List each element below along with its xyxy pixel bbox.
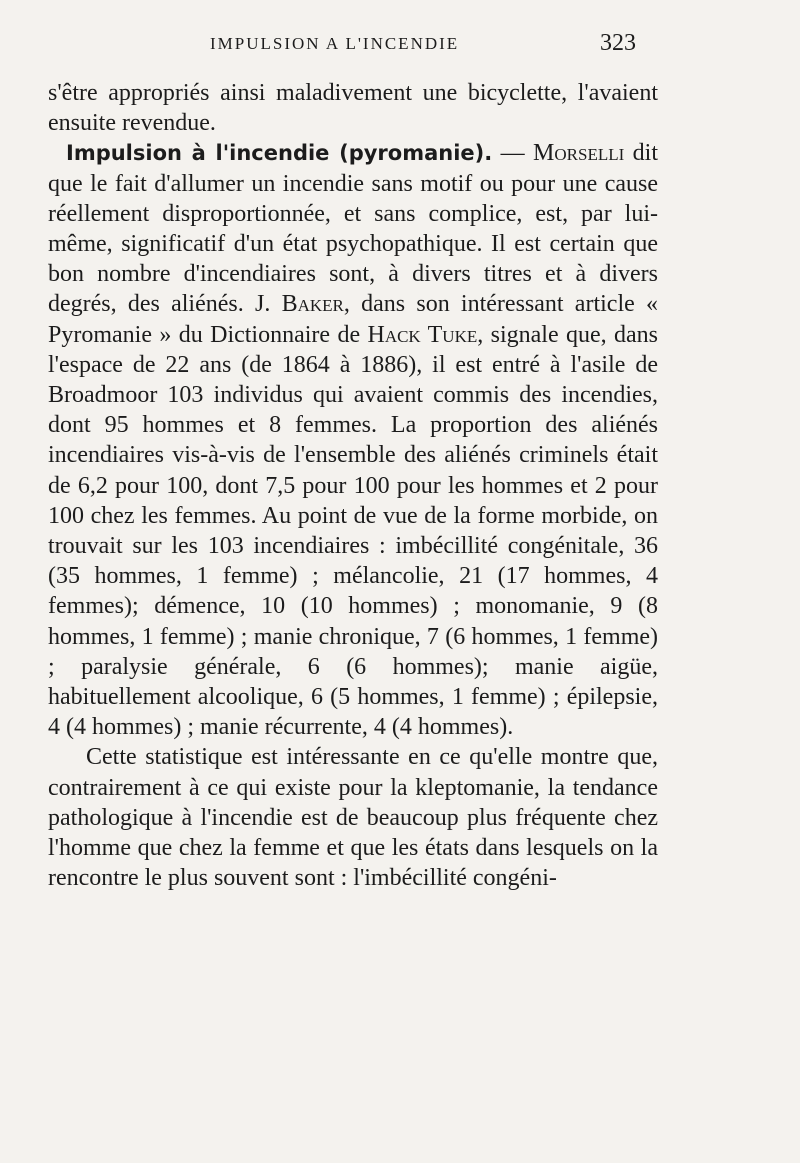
body-text <box>48 78 658 893</box>
paragraph-text: , dans son intéressant article « Pyromanie » du Dictionnaire de <box>48 291 658 348</box>
running-head: IMPULSION A L'INCENDIE <box>210 34 460 53</box>
heading-dash: — <box>492 140 534 167</box>
paragraph-statistique: Cette statistique est intéressante en ce qu'elle montre que, contrairement à ce qui existe pour la kleptomanie, la tendance pathologique à l'incendie est de beaucoup plus fréquente chez l'homme que chez la femme et que les états dans lesquels on la rencontre le plus souvent sont : l'imbécillité congéni- <box>48 744 658 892</box>
page-number: 323 <box>600 30 636 56</box>
section-heading: Impulsion à l'incendie (pyromanie). <box>66 141 493 166</box>
paragraph-text: dit que le fait d'allumer un incendie sans motif ou pour une cause réellement disproportionnée, et sans complice, est, par lui-même, significatif d'un état psychopathique. Il est certain que bon nombre d'incendiaires sont, à divers titres et à divers degrés, des aliénés. J. <box>48 140 658 318</box>
author-name: Morselli <box>533 140 625 167</box>
author-name: Hack Tuke <box>367 321 478 348</box>
paragraph-pyromanie <box>48 138 658 742</box>
author-name: Baker <box>281 291 344 318</box>
paragraph-text: , signale que, dans l'espace de 22 ans (de 1864 à 1886), il est entré à l'asile de Broadmoor 103 individus qui avaient commis des incendies, dont 95 hommes et 8 femmes. La proportion des aliénés incendiaires vis-à-vis de l'ensemble des aliénés criminels était de 6,2 pour 100, dont 7,5 pour 100 pour les hommes et 2 pour 100 chez les femmes. Au point de vue de la forme morbide, on trouvait sur les 103 incendiaires : imbécillité congénitale, 36 (35 hommes, 1 femme) ; mélancolie, 21 (17 hommes, 4 femmes); démence, 10 (10 hommes) ; monomanie, 9 (8 hommes, 1 femme) ; manie chronique, 7 (6 hommes, 1 femme) ; paralysie générale, 6 (6 hommes); manie aigüe, habituellement alcoolique, 6 (5 hommes, 1 femme) ; épilepsie, 4 (4 hommes) ; manie récurrente, 4 (4 hommes). <box>48 321 659 741</box>
paragraph-continuation: s'être appropriés ainsi maladivement une bicyclette, l'avaient ensuite revendue. <box>48 80 658 137</box>
